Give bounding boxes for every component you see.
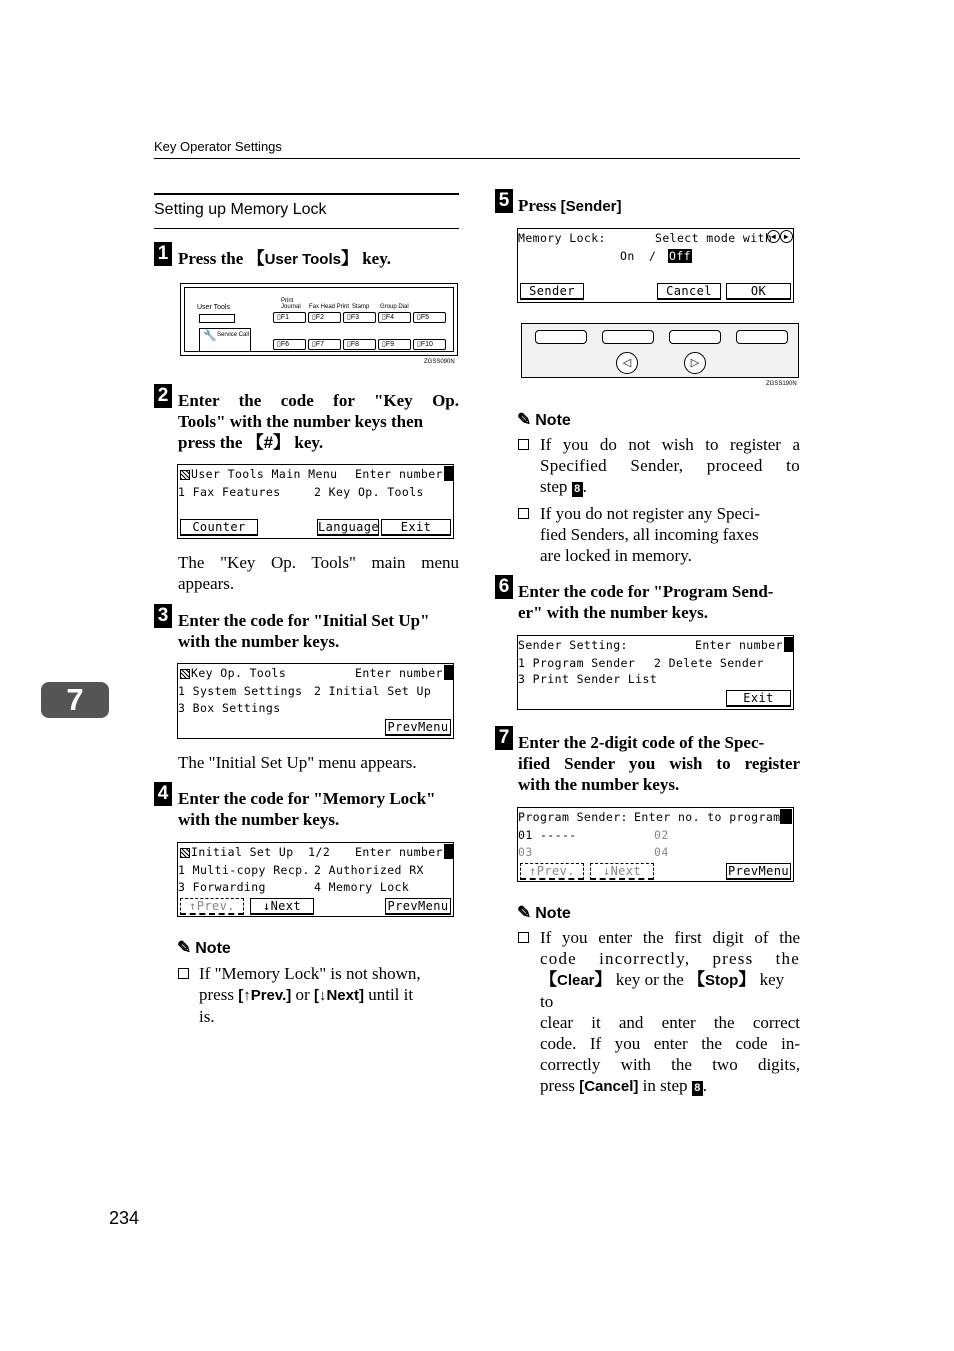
function-key-f8[interactable]: ▯F8 (343, 339, 376, 350)
sender-slot[interactable]: 01 ----- (518, 828, 577, 842)
exit-button[interactable]: Exit (726, 690, 791, 707)
note-heading: ✎ Note (517, 903, 571, 922)
lcd-prompt: Enter number (355, 666, 443, 680)
right-cursor-key-icon[interactable]: ▷ (684, 352, 706, 374)
step-number-7: 7 (495, 726, 513, 750)
selection-key[interactable] (602, 330, 654, 344)
group-dial-label: Group Dial (380, 304, 409, 310)
note-2-item-1: If you do not wish to register a Specified Sender, proceed to step 8 . (540, 435, 800, 496)
user-tools-key-illustration (199, 314, 235, 323)
step-2-result: The "Key Op. Tools" main menu appears. (178, 553, 459, 593)
step-5-text: Press [Sender] (518, 196, 622, 215)
prevmenu-button[interactable]: PrevMenu (728, 864, 789, 878)
slash-separator: / (649, 249, 657, 263)
lcd-prompt: Enter number (355, 845, 443, 859)
language-button[interactable]: Language (318, 520, 379, 534)
right-arrow-icon: ▶ (780, 230, 793, 243)
fax-head-print-label: Fax Head Print (309, 304, 350, 310)
checkbox-bullet (518, 932, 529, 943)
lcd-option: 2 Authorized RX (314, 863, 424, 877)
note-heading: ✎ Note (177, 938, 231, 957)
step-number-6: 6 (495, 575, 513, 599)
lcd-option: 3 Forwarding (178, 880, 266, 894)
lcd-prompt: Enter number (695, 638, 783, 652)
header-rule (154, 158, 800, 159)
function-key-f6[interactable]: ▯F6 (273, 339, 306, 350)
lcd-title: Program Sender: (518, 810, 628, 824)
down-arrow-icon: ↓ (602, 864, 611, 878)
function-key-f10[interactable]: ▯F10 (413, 339, 446, 350)
page-number: 234 (109, 1208, 140, 1228)
clear-key-ref: Clear (557, 972, 595, 989)
chapter-tab: 7 (41, 682, 109, 718)
up-arrow-icon: ↑ (189, 899, 197, 913)
lcd-key-op-tools (177, 663, 454, 739)
cancel-button[interactable]: Cancel (657, 283, 721, 300)
pencil-icon: ✎ (517, 410, 532, 429)
stamp-label: Stamp (352, 304, 370, 310)
step-number-2: 2 (154, 384, 172, 408)
lcd-option: 2 Delete Sender (654, 656, 764, 670)
ok-button[interactable]: OK (726, 283, 791, 300)
lcd-option: 3 Box Settings (178, 701, 281, 715)
lcd-option: 4 Memory Lock (314, 880, 410, 894)
step-ref-8: 8 (692, 1081, 703, 1096)
left-arrow-icon: ◀ (767, 230, 780, 243)
lcd-prompt: Enter no. to program (634, 810, 781, 824)
lcd-memory-lock (517, 228, 794, 303)
sender-slot[interactable]: 03 (518, 845, 533, 859)
cursor-block (444, 844, 453, 859)
function-key-f9[interactable]: ▯F9 (378, 339, 411, 350)
section-bottom-rule (154, 228, 459, 229)
step-7-text: Enter the 2-digit code of the Spec- ified Sender you wish to register with the number keys. (518, 733, 800, 794)
note-2-item-2: If you do not register any Speci- fied Senders, all incoming faxes are locked in memory. (540, 504, 760, 565)
prevmenu-button[interactable]: PrevMenu (385, 719, 451, 736)
pencil-icon: ✎ (177, 938, 192, 957)
wrench-icon: 🔧 (203, 330, 217, 342)
print-journal-label: Print Journal (281, 298, 301, 310)
prevmenu-button[interactable]: PrevMenu (385, 898, 451, 915)
function-key-f5[interactable]: ▯F5 (413, 312, 446, 323)
function-key-f1[interactable]: ▯F1 (273, 312, 306, 323)
exit-button[interactable]: Exit (381, 519, 451, 536)
lcd-sender-setting (517, 635, 794, 710)
left-cursor-key-icon[interactable]: ◁ (616, 352, 638, 374)
lcd-option: 3 Print Sender List (518, 672, 658, 686)
stop-key-ref: Stop (705, 972, 739, 989)
step-4-text: Enter the code for "Memory Lock" with the number keys. (178, 789, 436, 829)
checkbox-bullet (178, 968, 189, 979)
lcd-option: 2 Key Op. Tools (314, 485, 424, 499)
menu-icon (180, 669, 190, 679)
cursor-block (444, 665, 453, 680)
prev-button[interactable]: ↑Prev. (180, 898, 244, 915)
menu-icon (180, 470, 190, 480)
function-key-f2[interactable]: ▯F2 (308, 312, 341, 323)
lcd-prompt: Enter number (355, 467, 443, 481)
cursor-block (780, 809, 792, 824)
up-arrow-icon: ↑ (529, 864, 537, 878)
operation-panel-illustration (180, 283, 458, 356)
step-6-text: Enter the code for "Program Send- er" with the number keys. (518, 582, 774, 622)
user-tools-key: User Tools (264, 251, 341, 268)
cancel-key-ref: [Cancel] (579, 1078, 639, 1095)
hash-key: # (263, 433, 274, 452)
next-button[interactable]: ↓Next (590, 863, 654, 880)
pencil-icon: ✎ (517, 903, 532, 922)
checkbox-bullet (518, 508, 529, 519)
cursor-block (444, 466, 453, 481)
on-option[interactable]: On (620, 249, 635, 263)
step-ref-8: 8 (572, 482, 583, 497)
lcd-option: 1 Program Sender (518, 656, 636, 670)
selection-keys-illustration (521, 323, 799, 378)
prev-button[interactable]: ↑Prev. (520, 863, 584, 880)
lcd-title: Memory Lock: (518, 231, 606, 245)
illustration-code-1: ZGSS090N (424, 359, 455, 365)
function-key-f7[interactable]: ▯F7 (308, 339, 341, 350)
step-3-result: The "Initial Set Up" menu appears. (178, 753, 417, 772)
section-title: Setting up Memory Lock (154, 201, 327, 218)
step-number-5: 5 (495, 189, 513, 213)
user-tools-label: User Tools (197, 304, 230, 311)
lcd-title: Initial Set Up 1/2 (191, 845, 331, 859)
off-option-selected[interactable]: Off (669, 249, 691, 263)
lcd-prompt: Select mode with (655, 231, 773, 245)
step-number-1: 1 (154, 242, 172, 266)
note-1-text: If "Memory Lock" is not shown, press [↑Prev.] or [↓Next] until it is. (199, 964, 421, 1026)
down-arrow-icon: ↓ (262, 899, 271, 913)
lcd-option: 1 Fax Features (178, 485, 281, 499)
lcd-title: Sender Setting: (518, 638, 628, 652)
sender-button[interactable]: Sender (520, 283, 584, 300)
lcd-initial-set-up (177, 842, 454, 917)
selection-key[interactable] (736, 330, 788, 344)
note-heading: ✎ Note (517, 410, 571, 429)
counter-button[interactable]: Counter (180, 519, 258, 536)
note-3-text: If you enter the first digit of the code incorrectly, press the 【Clear】 key or the 【Stop】 key to clear it and enter the correct code. If you enter the code in- correctly with the two digits, press [Cancel] in step 8 . (540, 928, 800, 1095)
illustration-code-2: ZGSS190N (766, 381, 797, 387)
next-key-ref: [↓Next] (313, 987, 364, 1004)
lcd-title: User Tools Main Menu (191, 467, 338, 481)
service-call-label: Service Call (217, 332, 250, 338)
lcd-title: Key Op. Tools (191, 666, 287, 680)
sender-slot[interactable]: 02 (654, 828, 669, 842)
lcd-program-sender (517, 807, 794, 882)
menu-icon (180, 848, 190, 858)
step-3-text: Enter the code for "Initial Set Up" with the number keys. (178, 611, 430, 651)
selection-key[interactable] (535, 330, 587, 344)
step-number-3: 3 (154, 604, 172, 628)
function-key-f3[interactable]: ▯F3 (343, 312, 376, 323)
running-header: Key Operator Settings (154, 139, 282, 154)
prev-key-ref: [↑Prev.] (238, 987, 292, 1004)
cursor-block (784, 637, 793, 652)
sender-key-ref: [Sender] (560, 198, 622, 215)
lcd-user-tools-main-menu (177, 464, 454, 539)
function-key-f4[interactable]: ▯F4 (378, 312, 411, 323)
step-number-4: 4 (154, 782, 172, 806)
checkbox-bullet (518, 439, 529, 450)
lcd-option: 1 System Settings (178, 684, 303, 698)
sender-slot[interactable]: 04 (654, 845, 669, 859)
section-top-rule (154, 193, 459, 195)
lcd-option: 2 Initial Set Up (314, 684, 432, 698)
selection-key[interactable] (669, 330, 721, 344)
step-2-text: Enter the code for "Key Op. Tools" with the number keys then press the 【#】 key. (178, 391, 459, 452)
next-button[interactable]: ↓Next (250, 898, 314, 915)
step-1-text: Press the 【User Tools】 key. (178, 249, 392, 268)
lcd-option: 1 Multi-copy Recp. (178, 863, 310, 877)
